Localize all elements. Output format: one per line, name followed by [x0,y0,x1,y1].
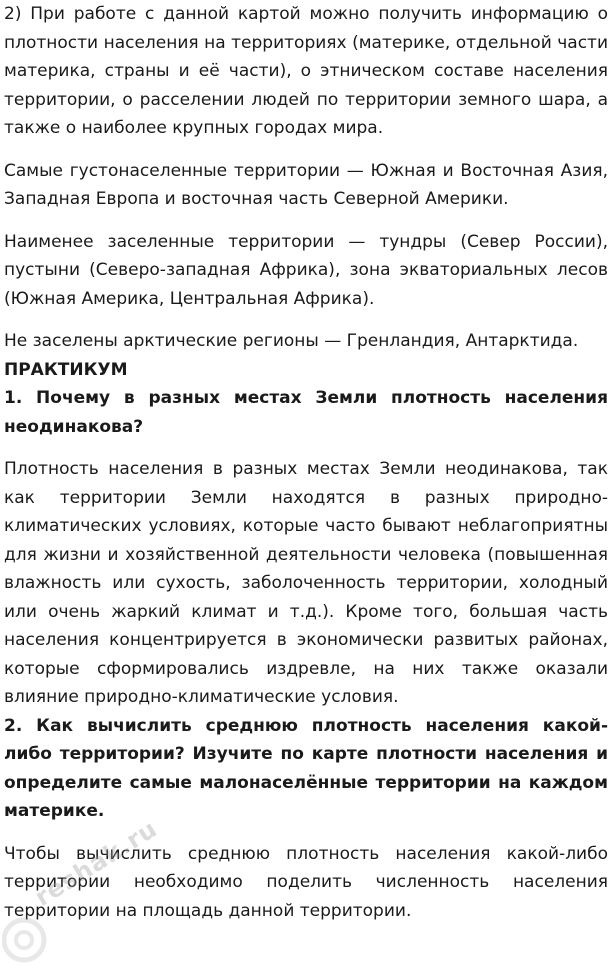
question-1: 1. Почему в разных местах Земли плотность населения неодинакова? [4,388,608,437]
unpopulated-territories-paragraph: Не заселены арктические регионы — Гренландия, Антарктида. [4,331,579,351]
section-heading: ПРАКТИКУМ [4,359,128,380]
answer-2: Чтобы вычислить среднюю плотность населения какой-либо территории необходимо поделить численность населения территории на площадь данной территории. [4,843,608,921]
dense-territories-paragraph: Самые густонаселенные территории — Южная и Восточная Азия, Западная Европа и восточная часть Северной Америки. [4,160,608,209]
answer-1: Плотность населения в разных местах Земли неодинакова, так как территории Земли находятся в разных природно-климатических условиях, которые часто бывают неблагоприятны для жизни и хозяйственной деятельности человека (повышенная влажность или сухость, заболоченность территории, холодный или очень жаркий климат и т.д.). Кроме того, большая часть населения концентрируется в экономически развитых районах, которые сформировались издревле, на них также оказали влияние природно-климатические условия. [4,459,608,707]
question-2: 2. Как вычислить среднюю плотность населения какой-либо территории? Изучите по карте плотности населения и определите самые малонаселённые территории на каждом материке. [4,715,608,821]
sparse-territories-paragraph: Наименее заселенные территории — тундры (Север России), пустыни (Северо-западная Африка), зона экваториальных лесов (Южная Америка, Центральная Африка). [4,231,608,309]
watermark-text: reshak.ru [30,814,163,912]
intro-paragraph: 2) При работе с данной картой можно получить информацию о плотности населения на территориях (материке, отдельной части материка, страны и её части), о этническом составе населения территории, о расселении людей по территории земного шара, а также о наиболее крупных городах мира. [4,4,608,138]
